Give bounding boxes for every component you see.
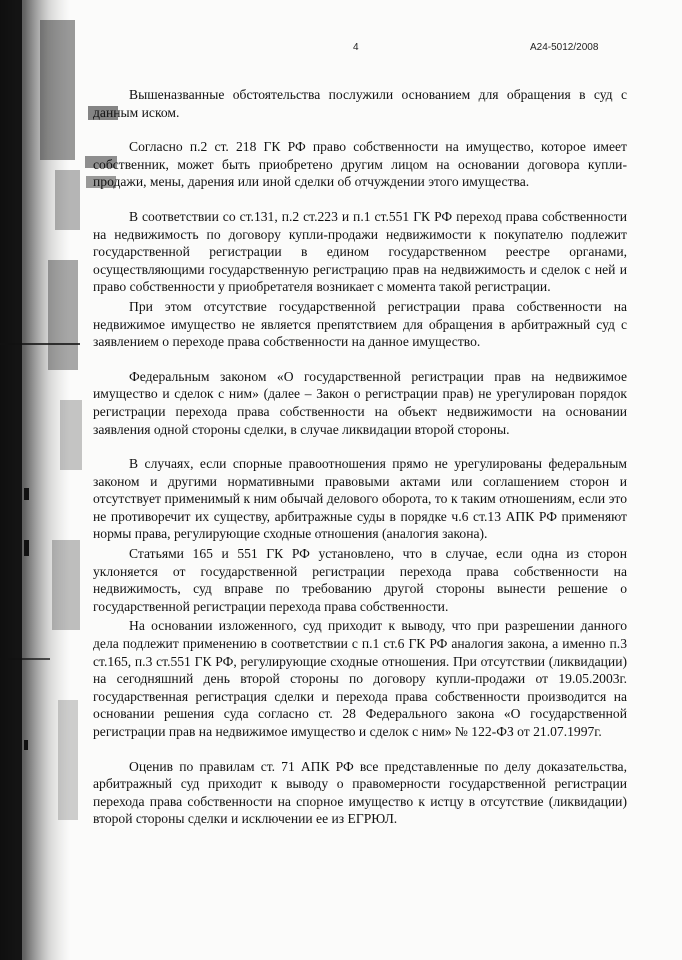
paragraph: В соответствии со ст.131, п.2 ст.223 и п.1 ст.551 ГК РФ переход права собственности на недвижимость по договору купли-продажи недвижимости к покупателю подлежит государственной регистрации в едином государственном реестре органами, осуществляющими государственную регистрацию прав на недвижимость и сделок с ней и право собственности у приобретателя возникает с момента такой регистрации. — [93, 208, 627, 295]
paragraph: Федеральным законом «О государственной регистрации прав на недвижимое имущество и сделок с ним» (далее – Закон о регистрации прав) не урегулирован порядок регистрации перехода права собственности на объект недвижимости на основании заявления одной стороны сделки, в случае ликвидации второй стороны. — [93, 368, 627, 437]
page-number: 4 — [353, 42, 359, 53]
paragraph: Оценив по правилам ст. 71 АПК РФ все представленные по делу доказательства, арбитражный суд приходит к выводу о правомерности государственной регистрации перехода права собственности на спорное имущество к истцу в отсутствие (ликвидации) второй стороны сделки и исключении ее из ЕГРЮЛ. — [93, 758, 627, 827]
paragraph: Согласно п.2 ст. 218 ГК РФ право собственности на имущество, которое имеет собственник, может быть приобретено другим лицом на основании договора купли-продажи, мены, дарения или иной сделки об отчуждении этого имущества. — [93, 139, 627, 190]
case-number: А24-5012/2008 — [530, 42, 599, 53]
paragraph: На основании изложенного, суд приходит к выводу, что при разрешении данного дела подлежит применению в соответствии с п.1 ст.6 ГК РФ аналогия закона, а именно п.3 ст.165, п.3 ст.551 ГК РФ, регулирующие сходные отношения. При отсутствии (ликвидации) на сегодняшний день второй стороны по договору купли-продажи от 19.05.2003г. государственная регистрация сделки и перехода права собственности производится на основании решения суда согласно ст. 28 Федерального закона «О государственной регистрации прав на недвижимое имущество и сделок с ним» № 122-ФЗ от 21.07.1997г. — [93, 618, 627, 739]
paragraph: Вышеназванные обстоятельства послужили основанием для обращения в суд с данным иском. — [93, 87, 627, 120]
document-body — [93, 86, 627, 828]
paragraph: В случаях, если спорные правоотношения прямо не урегулированы федеральным законом и другими нормативными правовыми актами или соглашением сторон и отсутствует применимый к ним обычай делового оборота, то к таким отношениям, если это не противоречит их существу, арбитражные суды в порядке ч.6 ст.13 АПК РФ применяют нормы права, регулирующие сходные отношения (аналогия закона). — [93, 456, 627, 542]
paragraph: Статьями 165 и 551 ГК РФ установлено, что в случае, если одна из сторон уклоняется от государственной регистрации перехода права собственности на недвижимость, суд вправе по требованию другой стороны вынести решение о государственной регистрации перехода права собственности. — [93, 546, 627, 614]
paragraph: При этом отсутствие государственной регистрации права собственности на недвижимое имущество не является препятствием для обращения в арбитражный суд с заявлением о переходе права собственности на данное имущество. — [93, 298, 627, 350]
